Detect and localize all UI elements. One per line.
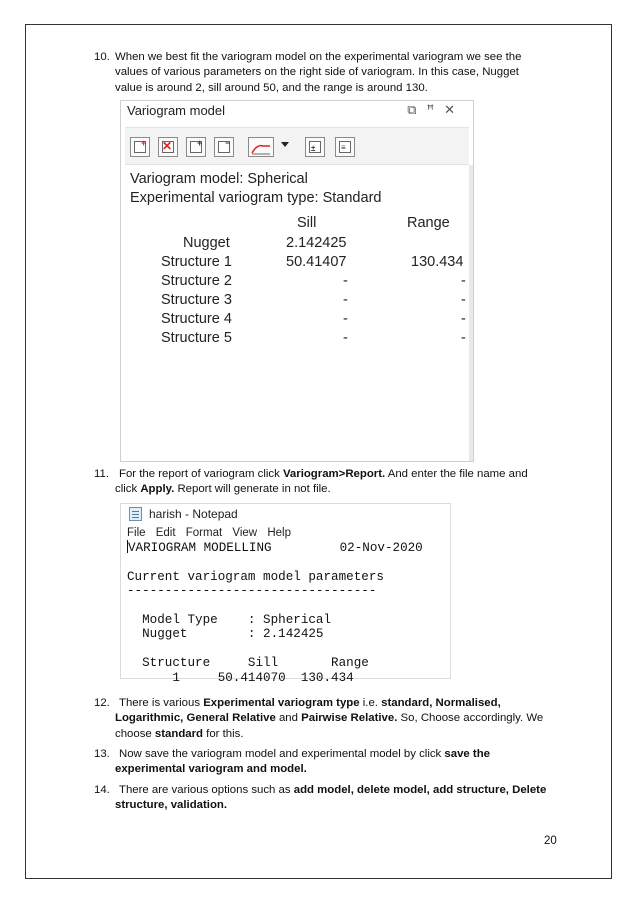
- row-sill: -: [343, 311, 348, 327]
- delete-model-icon[interactable]: ✕: [158, 137, 178, 157]
- add-structure-icon[interactable]: +: [186, 137, 206, 157]
- item-12-bold: Experimental variogram type: [203, 697, 360, 709]
- item-12-text: There is various: [119, 697, 204, 709]
- row-sill: 2.142425: [286, 235, 347, 251]
- pin-icon[interactable]: ꟸ: [426, 102, 445, 117]
- menu-file[interactable]: File: [127, 527, 146, 539]
- item-number: 10.: [94, 51, 110, 63]
- variogram-titlebar: [121, 101, 473, 123]
- row-sill: -: [343, 292, 348, 308]
- row-sill: 50.41407: [286, 254, 347, 270]
- item-12-text: So, Choose accordingly. We: [397, 712, 544, 725]
- menu-help[interactable]: Help: [267, 527, 291, 539]
- item-13-bold: save the: [444, 748, 491, 760]
- item-number: 14.: [94, 784, 110, 796]
- experimental-type-line: Experimental variogram type: Standard: [130, 190, 382, 206]
- item-11-text: click: [115, 483, 141, 496]
- item-12-bold: standard, Normalised,: [381, 697, 501, 709]
- item-14: [94, 783, 554, 814]
- sill-header: Sill: [297, 215, 317, 231]
- row-label: Structure 3: [161, 292, 232, 308]
- item-11-text: Report will generate in not file.: [174, 483, 331, 496]
- item-14-bold: add model, delete model, add structure, Delete: [293, 784, 547, 796]
- item-14-bold: structure, validation.: [115, 799, 228, 812]
- item-13: [94, 747, 554, 778]
- window-controls[interactable]: [407, 102, 465, 118]
- row-range: -: [461, 273, 466, 289]
- item-12-bold: Logarithmic, General Relative: [115, 712, 276, 725]
- item-12-bold: Pairwise Relative.: [301, 712, 398, 725]
- row-label: Nugget: [183, 235, 230, 251]
- notepad-menubar: [127, 527, 298, 539]
- variogram-toolbar: [125, 127, 469, 165]
- notepad-title: harish - Notepad: [149, 507, 238, 521]
- item-number: 12.: [94, 697, 110, 709]
- row-range: -: [461, 311, 466, 327]
- report-line: VARIOGRAM MODELLING 02-Nov-2020: [128, 541, 423, 555]
- item-10-line-2: values of various parameters on the right side of variogram. In this case, Nugget: [115, 66, 519, 79]
- item-12-text: i.e.: [359, 697, 382, 709]
- row-label: Structure 1: [161, 254, 232, 270]
- item-12-text: for this.: [203, 727, 244, 740]
- curve-icon[interactable]: [248, 137, 274, 157]
- report-line: Current variogram model parameters: [127, 569, 384, 584]
- add-model-icon[interactable]: +: [130, 137, 150, 157]
- menu-edit[interactable]: Edit: [155, 527, 176, 539]
- item-10-line-3: value is around 2, sill around 50, and the range is around 130.: [115, 81, 428, 94]
- range-header: Range: [407, 215, 450, 231]
- row-range: -: [461, 292, 466, 308]
- item-13-text: Now save the variogram model and experimental model by click: [119, 748, 445, 760]
- delete-structure-icon[interactable]: −: [214, 137, 234, 157]
- item-10-line-1: When we best fit the variogram model on the experimental variogram we see the: [115, 51, 522, 63]
- item-11: [94, 467, 554, 498]
- variogram-model-panel: [120, 100, 474, 462]
- row-label: Structure 4: [161, 311, 232, 327]
- row-label: Structure 5: [161, 330, 232, 346]
- report-line: Nugget : 2.142425: [127, 627, 324, 642]
- notepad-window: [120, 503, 451, 685]
- item-number: 11.: [94, 468, 109, 480]
- item-12-text: choose: [115, 727, 155, 740]
- menu-view[interactable]: View: [232, 527, 258, 539]
- page-number: 20: [544, 835, 557, 847]
- row-label: Structure 2: [161, 273, 232, 289]
- item-13-bold: experimental variogram and model.: [115, 763, 307, 776]
- variogram-model-line: Variogram model: Spherical: [130, 171, 308, 187]
- restore-icon[interactable]: ⧉: [407, 102, 427, 117]
- item-12-text: and: [275, 712, 302, 725]
- item-12: [94, 696, 554, 742]
- notepad-text-area[interactable]: [127, 540, 423, 685]
- row-range: -: [461, 330, 466, 346]
- item-11-text: And enter the file name and: [385, 468, 528, 480]
- item-11-bold: Variogram>Report.: [282, 468, 386, 480]
- report-line: 1 50.414070 130.434: [127, 670, 354, 685]
- item-number: 13.: [94, 748, 110, 760]
- report-line: Structure Sill Range: [127, 656, 369, 671]
- close-icon[interactable]: ✕: [444, 102, 465, 117]
- variogram-panel-title: Variogram model: [127, 103, 226, 118]
- dropdown-icon[interactable]: [281, 142, 289, 147]
- validation-icon[interactable]: ±: [305, 137, 325, 157]
- notepad-icon: [129, 507, 142, 521]
- row-sill: -: [343, 330, 348, 346]
- item-10: [94, 50, 554, 96]
- item-14-text: There are various options such as: [119, 784, 294, 796]
- report-line: Model Type : Spherical: [127, 613, 332, 628]
- curve-glyph: [249, 138, 273, 156]
- menu-format[interactable]: Format: [185, 527, 223, 539]
- row-range: 130.434: [411, 254, 464, 270]
- row-sill: -: [343, 273, 348, 289]
- report-line: ---------------------------------: [127, 584, 377, 599]
- item-11-text: For the report of variogram click: [119, 468, 283, 480]
- scrollbar[interactable]: [469, 165, 473, 461]
- item-11-bold: Apply.: [140, 483, 175, 496]
- item-12-bold: standard: [154, 727, 204, 740]
- report-icon[interactable]: ≡: [335, 137, 355, 157]
